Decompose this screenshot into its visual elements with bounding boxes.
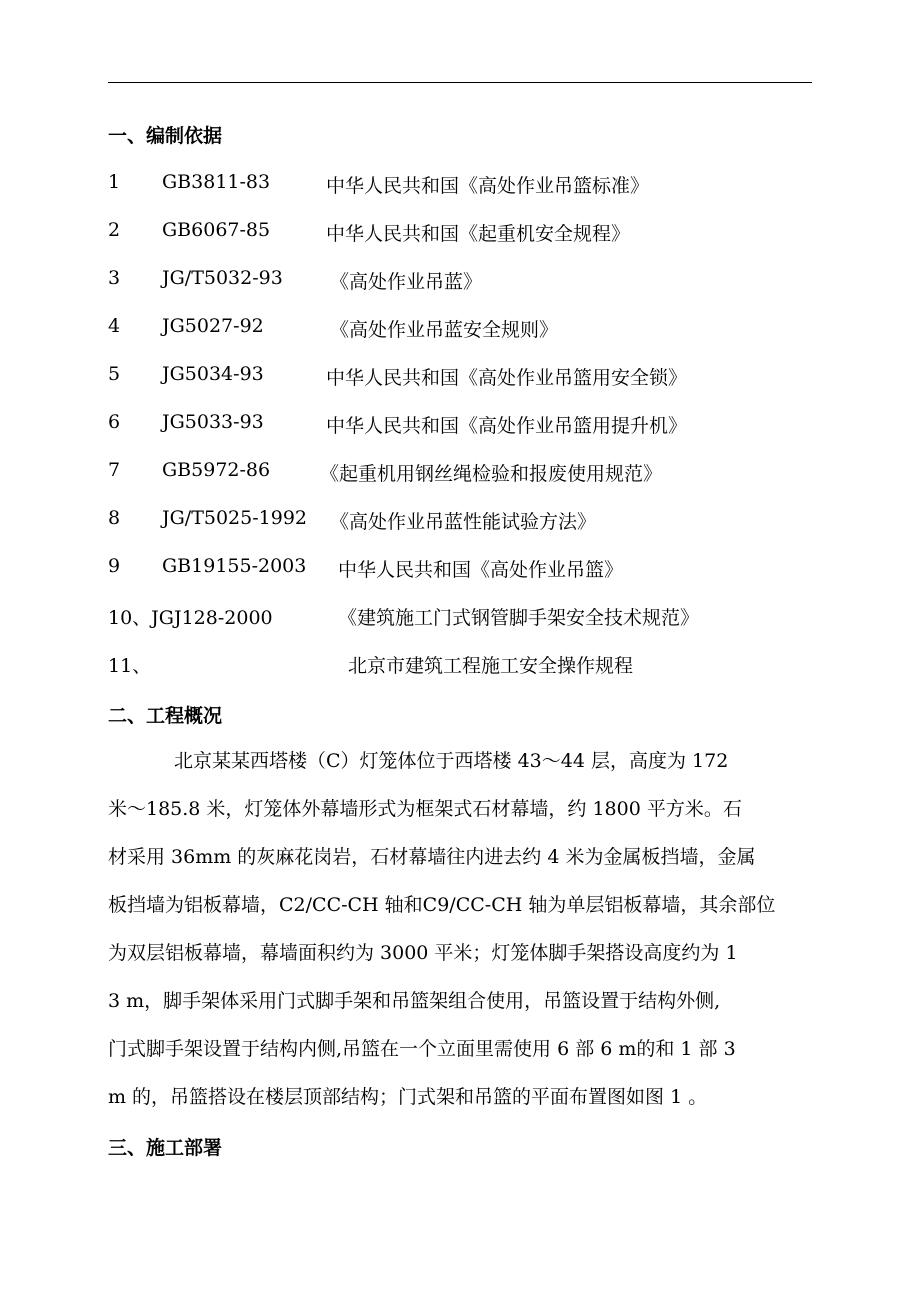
reference-code: GB5972-86 [162,459,271,481]
reference-number: 1 [108,171,121,193]
reference-number: 5 [108,363,121,385]
reference-number: 10、JGJ128-2000 [108,607,273,629]
reference-title: 中华人民共和国《高处作业吊篮标准》 [326,175,650,197]
paragraph-line: 门式脚手架设置于结构内侧,吊篮在一个立面里需使用 6 部 6 m的和 1 部 3 [108,1038,736,1060]
section-heading-overview: 二、工程概况 [108,705,223,727]
reference-title: 《高处作业吊蓝性能试验方法》 [330,511,597,533]
reference-title: 《建筑施工门式钢管脚手架安全技术规范》 [338,607,700,629]
reference-code: JG/T5025-1992 [162,507,307,529]
reference-number: 3 [108,267,121,289]
section-heading-deployment: 三、施工部署 [108,1137,223,1159]
paragraph-line: 为双层铝板幕墙，幕墙面积约为 3000 平米；灯笼体脚手架搭设高度约为 1 [108,942,738,964]
paragraph-line: 材采用 36mm 的灰麻花岗岩，石材幕墙往内进去约 4 米为金属板挡墙，金属 [108,846,756,868]
paragraph-line: 米～185.8 米，灯笼体外幕墙形式为框架式石材幕墙，约 1800 平方米。石 [108,798,742,820]
paragraph-line: m 的，吊篮搭设在楼层顶部结构；门式架和吊篮的平面布置图如图 1 。 [108,1086,708,1108]
reference-code: JG5027-92 [162,315,264,337]
reference-number: 8 [108,507,121,529]
reference-title: 《起重机用钢丝绳检验和报废使用规范》 [320,463,663,485]
reference-number: 2 [108,219,121,241]
reference-title: 《高处作业吊蓝》 [330,271,483,293]
reference-code: JG/T5032-93 [162,267,283,289]
paragraph-line: 板挡墙为铝板幕墙，C2/CC-CH 轴和C9/CC-CH 轴为单层铝板幕墙，其余部位 [108,894,776,916]
reference-number: 6 [108,411,121,433]
reference-title: 中华人民共和国《高处作业吊篮用提升机》 [326,415,688,437]
reference-title: 北京市建筑工程施工安全操作规程 [348,655,634,677]
overview-paragraph [108,737,824,1121]
paragraph-line: 3 m，脚手架体采用门式脚手架和吊篮架组合使用，吊篮设置于结构外侧, [108,990,721,1012]
reference-number: 11、 [108,655,152,677]
reference-code: GB6067-85 [162,219,271,241]
reference-code: JG5034-93 [162,363,264,385]
reference-code: JG5033-93 [162,411,264,433]
reference-number: 7 [108,459,121,481]
reference-title: 《高处作业吊蓝安全规则》 [330,319,559,341]
paragraph-line: 北京某某西塔楼（C）灯笼体位于西塔楼 43～44 层，高度为 172 [174,750,729,772]
reference-number: 9 [108,555,121,577]
reference-title: 中华人民共和国《高处作业吊篮》 [338,559,624,581]
section-heading-basis: 一、编制依据 [108,125,223,147]
reference-code: GB19155-2003 [162,555,307,577]
header-rule [108,82,812,83]
reference-title: 中华人民共和国《起重机安全规程》 [326,223,631,245]
reference-code: GB3811-83 [162,171,271,193]
reference-number: 4 [108,315,121,337]
reference-title: 中华人民共和国《高处作业吊篮用安全锁》 [326,367,688,389]
